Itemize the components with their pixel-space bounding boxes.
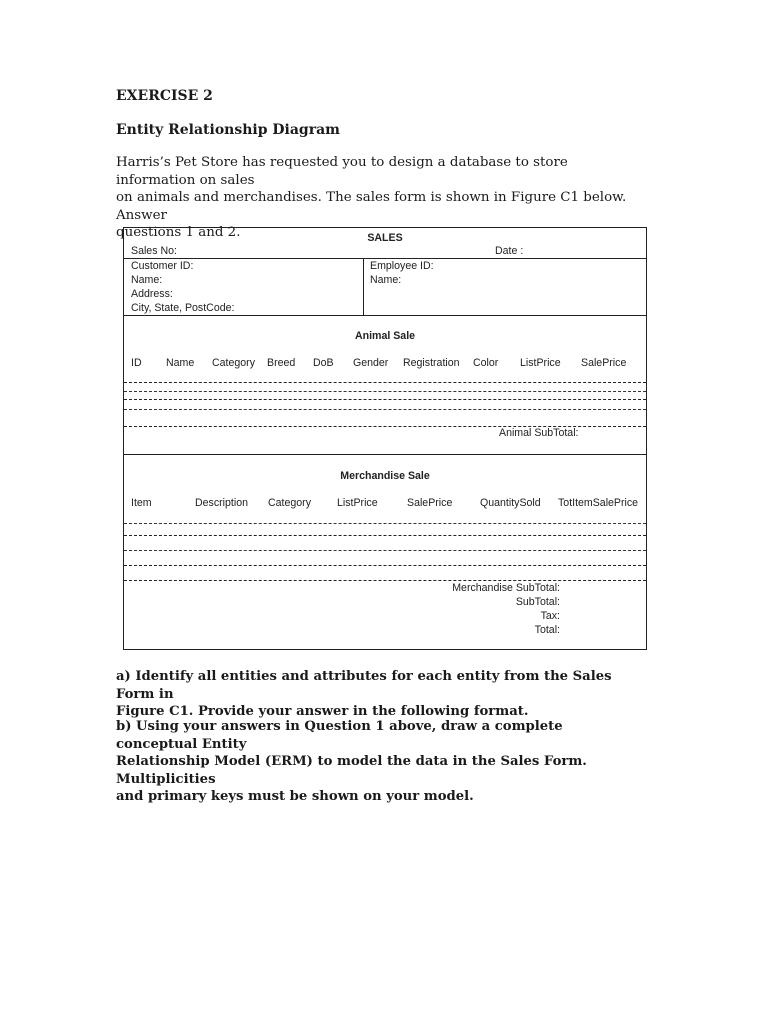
animal-col-saleprice: SalePrice [581, 357, 627, 369]
animal-col-color: Color [473, 357, 499, 369]
question-b [116, 718, 646, 806]
merchandise-subtotal-label: Merchandise SubTotal: [452, 582, 560, 594]
total-label: Total: [534, 624, 560, 636]
customer-name-label: Name: [131, 274, 163, 286]
question-a-line: a) Identify all entities and attributes for each entity from the Sales Form in [116, 669, 612, 702]
entry-line [124, 523, 646, 524]
animal-col-dob: DoB [313, 357, 334, 369]
entry-line [124, 580, 646, 581]
address-label: Address: [131, 288, 173, 300]
merch-col-description: Description [195, 497, 248, 509]
tax-label: Tax: [540, 610, 560, 622]
merch-col-totitemsaleprice: TotItemSalePrice [558, 497, 639, 509]
subtotal-label: SubTotal: [515, 596, 560, 608]
divider [124, 315, 646, 316]
merch-col-quantitysold: QuantitySold [480, 497, 541, 509]
sales-form [123, 227, 647, 650]
section-title: Entity Relationship Diagram [116, 122, 340, 138]
merch-col-item: Item [131, 497, 152, 509]
animal-col-listprice: ListPrice [520, 357, 561, 369]
entry-line [124, 550, 646, 551]
animal-col-gender: Gender [353, 357, 389, 369]
animal-col-registration: Registration [403, 357, 460, 369]
animal-col-category: Category [212, 357, 255, 369]
merchandise-sale-title: Merchandise Sale [340, 470, 430, 482]
question-a [116, 668, 646, 721]
city-state-postcode-label: City, State, PostCode: [131, 302, 235, 314]
intro-line: Harris’s Pet Store has requested you to design a database to store information on sales [116, 155, 568, 188]
entry-line [124, 382, 646, 383]
entry-line [124, 535, 646, 536]
question-a-line: Figure C1. Provide your answer in the following format. [116, 704, 529, 719]
date-label: Date : [495, 245, 524, 257]
merch-col-saleprice: SalePrice [407, 497, 453, 509]
animal-col-breed: Breed [267, 357, 296, 369]
divider [124, 454, 646, 455]
employee-id-label: Employee ID: [370, 260, 434, 272]
merch-col-listprice: ListPrice [337, 497, 378, 509]
divider [363, 258, 364, 315]
question-b-line: b) Using your answers in Question 1 above, draw a complete conceptual Entity [116, 719, 563, 752]
animal-subtotal-label: Animal SubTotal: [499, 427, 579, 439]
animal-col-name: Name [166, 357, 195, 369]
divider [124, 258, 646, 259]
exercise-title: EXERCISE 2 [116, 88, 213, 104]
question-b-line: and primary keys must be shown on your model. [116, 789, 474, 804]
merch-col-category: Category [268, 497, 311, 509]
form-title: SALES [367, 232, 403, 244]
customer-id-label: Customer ID: [131, 260, 194, 272]
sales-no-label: Sales No: [131, 245, 177, 257]
entry-line [124, 565, 646, 566]
animal-col-id: ID [131, 357, 142, 369]
entry-line [124, 391, 646, 392]
employee-name-label: Name: [370, 274, 402, 286]
entry-line [124, 399, 646, 400]
animal-sale-title: Animal Sale [354, 330, 416, 342]
intro-line: on animals and merchandises. The sales form is shown in Figure C1 below. Answer [116, 190, 627, 223]
question-b-line: Relationship Model (ERM) to model the data in the Sales Form. Multiplicities [116, 754, 587, 787]
intro-line: questions 1 and 2. [116, 225, 241, 240]
entry-line [124, 409, 646, 410]
